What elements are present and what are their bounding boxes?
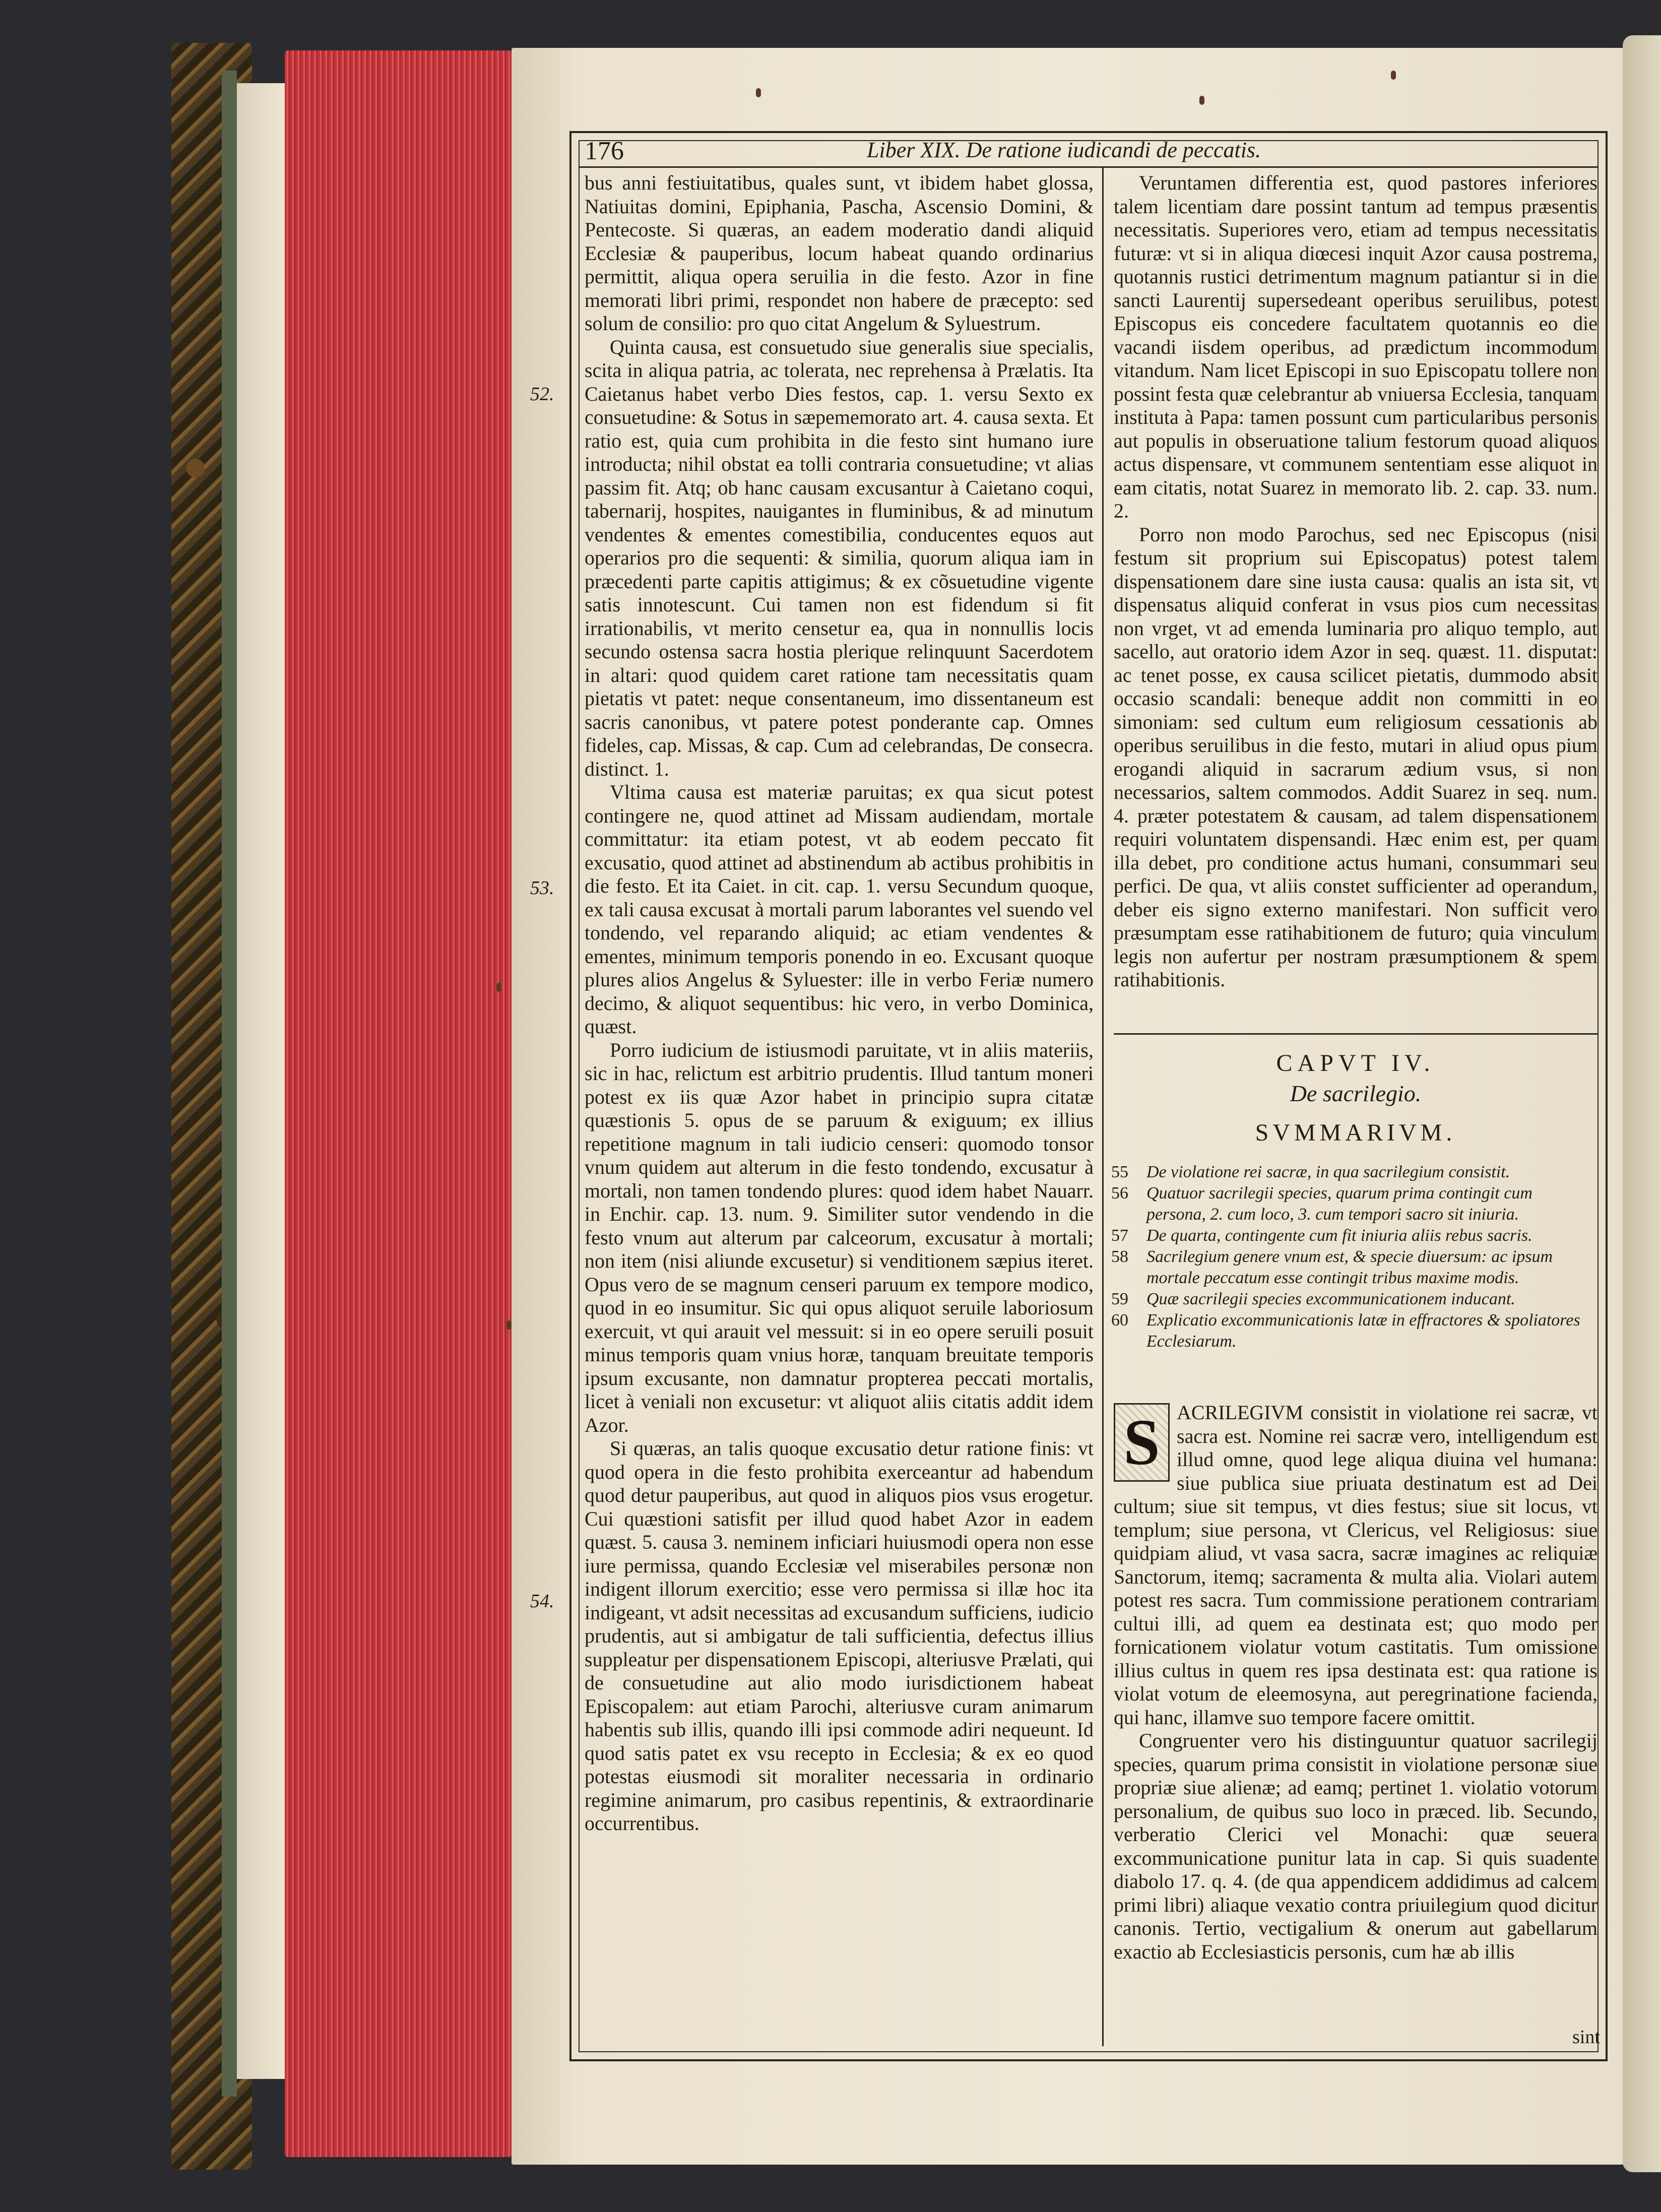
paragraph: Quinta causa, est consuetudo siue generalis siue specialis, scita in aliqua patria, ac tolerata, nec reprehensa à Prælatis. Ita Caietanus habet verbo Dies festos, cap. 1. versu Sexto ex consuetudine: & Sotus in sæpememorato art. 4. causa sexta. Et ratio est, quia cum prohibita in die festo sint humano iure introducta; nihil obstat ea tolli contraria consuetudine; vt alias passim fit. Atq; ob hanc causam excusantur à Caietano coqui, tabernarij, hospites, nauigantes in fluminibus, & ad minutum vendentes & ementes comestibilia, conducentes equos aut operarios pro die sequenti: & similia, quorum aliqua iam in præcedenti parte capitis attigimus; & ex cõsuetudine vigente satis innotescunt. Cui tamen non est fidendum si fit irrationabilis, vt merito censetur ea, qua in nonnullis locis secundo ostensa sacra hostia plerique relinquunt Sacerdotem in altari: quod quidem caret ratione tam necessitatis quam pietatis vt patet: neque consentaneum, imo dissentaneum est sacris canonibus, vt patere potest ponderante cap. Omnes fideles, cap. Missas, & cap. Cum ad celebrandas, De consecra. distinct. 1. <box>585 335 1094 780</box>
paragraph: Congruenter vero his distinguuntur quatuor sacrilegij species, quarum prima consistit in violatione personæ siue propriæ siue alienæ; ad eamq; pertinet 1. violatio votorum personalium, de quibus suo loco in præced. lib. Secundo, verberatio Clerici vel Monachi: quæ seuera excommunicatione punitur lata in cap. Si quis suadente diabolo 17. q. 4. (de qua appendicem addidimus ad calcem primi libri) aliaque vexatio contra priuilegium quod dicitur canonis. Tertio, vectigalium & onerum aut gabellarum exactio ab Ecclesiasticis personis, cum hæ ab illis <box>1114 1729 1598 1963</box>
summary-number: 58 <box>1111 1247 1128 1266</box>
page-block-edge <box>237 83 285 2079</box>
wormhole <box>756 88 761 97</box>
page-number: 176 <box>585 137 624 165</box>
paragraph: Porro non modo Parochus, sed nec Episcopus (nisi festum sit proprium sui Episcopatus) potest talem dispensationem dare sine iusta causa: qualis an ista sit, vt dispensatus aliquid conferat in vsus pios cum necessitas non vrget, vt ad emenda luminaria pro aliquo templo, aut sacello, aut oratorio idem Azor in seq. quæst. 11. disputat: ac tenet posse, ex causa scilicet pietatis, dummodo absit occasio scandali: beneque addit non committi in eo simoniam: sed cultum eum religiosum cessationis ab operibus seruilibus in die festo, mutari in aliud opus pium erogandi aliquid in sacrarum ædium vsus, si non necessarios, saltem commodos. Addit Suarez in seq. num. 4. præter potestatem & causam, ad talem dispensationem requiri voluntatem dispensandi. Hæc enim est, per quam illa debet, pro conditione actus humani, consummari seu perfici. De qua, vt aliis constet sufficienter ad operandum, deber eis signo externo manifestari. Non sufficit vero præsumptam esse ratihabitionem de futuro; quia vinculum legis non aufertur per nostram præsumptionem & spem ratihabitionis. <box>1114 523 1598 991</box>
summary-number: 60 <box>1111 1311 1128 1330</box>
summary-item <box>1111 1289 1595 1310</box>
wormhole <box>1391 71 1396 80</box>
paragraph: Veruntamen differentia est, quod pastores inferiores talem licentiam dare possint tantum ad tempus præsentis necessitatis. Superiores vero, etiam ad tempus necessitatis futuræ: vt si in aliqua diœcesi inquit Azor causa postrema, quotannis rustici detrimentum magnum patiantur si in die sancti Laurentij supersedeant operibus seruilibus, potest Episcopus eis concedere facultatem quotannis eo die vacandi iisdem operibus, ad prædictum incommodum vitandum. Nam licet Episcopi in suo Episcopatu tollere non possint festa quæ celebrantur ab vniuersa Ecclesia, tanquam instituta à Papa: tamen possunt cum particularibus personis aut populis in obseruatione talium festorum quoad aliquos actus dispensare, vt communem sententiam esse aliquot in eam citatis, notat Suarez in memorato lib. 2. cap. 33. num. 2. <box>1114 171 1598 522</box>
summary-item <box>1111 1246 1595 1289</box>
summary-number: 55 <box>1111 1163 1128 1181</box>
summary-number: 59 <box>1111 1290 1128 1308</box>
summary-number: 57 <box>1111 1226 1128 1245</box>
chapter-title: CAPVT IV. <box>1276 1050 1435 1077</box>
catchword: sint <box>1572 2027 1600 2048</box>
wormhole <box>1199 96 1204 105</box>
summary-text: Explicatio excommunicationis latæ in effractores & spoliatores Ecclesiarum. <box>1146 1311 1580 1351</box>
chapter-body <box>1114 1401 1598 1964</box>
cover-spine-edge <box>222 71 237 2097</box>
left-column <box>585 171 1094 1836</box>
summary-text: De quarta, contingente cum fit iniuria aliis rebus sacris. <box>1146 1226 1532 1245</box>
paragraph: Si quæras, an talis quoque excusatio detur ratione finis: vt quod opera in die festo prohibita exerceantur ad habendum quod detur pauperibus, aut quod in aliquos pios vsus erogetur. Cui quæstioni satisfit per illud quod habet Azor in eadem quæst. 5. causa 3. neminem inficiari huiusmodi opera non esse iure permissa, quando Ecclesiæ vel miserabiles personæ non indigent illorum exercitio; esse vero permissa si illæ hoc ita indigeant, vt adsit necessitas ad excusandum sufficiens, iudicio prudentis, aut si ambigatur de tali sufficientia, defectus illius suppleatur per dispensationem Episcopi, alteriusve Prælati, qui de consuetudine aut alio modo iurisdictionem habeat Episcopalem: aut etiam Parochi, alteriusve curam animarum habentis sub illis, quando illi ipsi commode adiri nequeunt. Id quod satis patet ex vsu recepto in Ecclesia; & ex eo quod potestas eiusmodi sit moraliter necessaria in ordinario regimine animarum, pro casibus repentinis, & extraordinarie occurrentibus. <box>585 1437 1094 1835</box>
summary-text: Quæ sacrilegii species excommunicationem inducant. <box>1146 1290 1515 1308</box>
summary-text: Quatuor sacrilegii species, quarum prima contingit cum persona, 2. cum loco, 3. cum tempori sacro sit iniuria. <box>1146 1184 1532 1224</box>
margin-number: 54. <box>530 1591 554 1612</box>
summary-item <box>1111 1310 1595 1352</box>
drop-cap-initial: S <box>1114 1403 1170 1482</box>
chapter-rule <box>1114 1033 1598 1035</box>
summary-text: De violatione rei sacræ, in qua sacrilegium consistit. <box>1146 1163 1510 1181</box>
paragraph: Porro iudicium de istiusmodi paruitate, vt in aliis materiis, sic in hac, relictum est arbitrio prudentis. Illud tantum moneri potest ex iis quæ Azor habet in principio supra citatæ quæstionis 5. opus de se paruum & exiguum; ex illius repetitione magnum in tali iudicio censeri: quomodo tonsor vnum quidem aut alterum in die festo tondendo, excusatur à mortali, non tamen tondendo plures: quod idem habet Nauarr. in Enchir. cap. 13. num. 9. Similiter sutor vendendo in die festo vnum aut alterum par calceorum, excusatur à mortali; non item (nisi aliunde excusetur) si venditionem sæpius iteret. Opus vero de se magnum censeri paruum ex tempore modico, quod in eo insumitur. Sic qui opus aliquot seruile laboriosum exercuit, vt qui arauit vel messuit: si in eo opere seruili posuit minus temporis quam vnius horæ, tanquam breuitate temporis ipsum excusante, non damnatur propterea peccati mortalis, licet à veniali non excusetur: vt aliquot aliis citatis addit idem Azor. <box>585 1038 1094 1436</box>
summary-item <box>1111 1162 1595 1183</box>
right-column-top <box>1114 171 1598 992</box>
chapter-heading <box>1114 1048 1598 1151</box>
summary-number: 56 <box>1111 1184 1128 1203</box>
header-rule <box>579 166 1599 168</box>
wormhole <box>496 983 501 992</box>
summary-heading: SVMMARIVM. <box>1255 1119 1456 1146</box>
column-rule <box>1102 166 1104 2046</box>
red-page-edges <box>285 50 512 2157</box>
facing-page-edge <box>1623 35 1661 2172</box>
wormhole <box>506 1320 512 1330</box>
summary-list <box>1111 1162 1595 1352</box>
paragraph: ACRILEGIVM consistit in violatione rei sacræ, vt sacra est. Nomine rei sacræ vero, intelligendum est illud omne, quod lege aliqua diuina vel humana: siue publica siue priuata destinatum est ad Dei cultum; siue sit tempus, vt dies festus; siue sit locus, vt templum; siue persona, vt Clericus, vel Religiosus: siue quidpiam aliud, vt vasa sacra, sacræ imagines ac reliquiæ Sanctorum, itemq; sacramenta & multa alia. Violari autem potest res sacra. Tum commissione perationem contrariam cultui illi, ad quem ea destinata est; quo modo per fornicationem violatur votum castitatis. Tum omissione illius cultus in quem res ipsa destinata est: qua ratione is violat votum de eleemosyna, aut peregrinatione facienda, qui hanc, illamve suo tempore facere omittit. <box>1114 1401 1598 1729</box>
margin-number: 53. <box>530 877 554 899</box>
summary-item <box>1111 1183 1595 1225</box>
margin-number: 52. <box>530 384 554 405</box>
chapter-subtitle: De sacrilegio. <box>1290 1081 1422 1106</box>
paragraph: bus anni festiuitatibus, quales sunt, vt ibidem habet glossa, Natiuitas domini, Epiphania, Pascha, Ascensio Domini, & Pentecoste. Si quæras, an eadem moderatio dandi aliquid Ecclesiæ & pauperibus, locum habeat quando ordinarius permittit, aliqua opera seruilia in die festo. Azor in fine memorati libri primi, respondet non habere de præcepto: sed solum de consilio: pro quo citat Angelum & Syluestrum. <box>585 171 1094 335</box>
summary-item <box>1111 1225 1595 1246</box>
paragraph: Vltima causa est materiæ paruitas; ex qua sicut potest contingere ne, quod attinet ad Missam audiendam, mortale committatur: ita etiam potest, vt ab eodem peccato fit excusatio, quod attinet ad abstinendum ab actibus prohibitis in die festo. Et ita Caiet. in cit. cap. 1. versu Secundum quoque, ex tali causa excusat à mortali parum laborantes vel suendo vel tondendo, vel reparando aliquid; ac etiam vendentes & ementes, minimum temporis ponendo in eo. Excusant quoque plures alios Angelus & Syluester: ille in verbo Feriæ numero decimo, & aliquot sequentibus: hic vero, in verbo Dominica, quæst. <box>585 781 1094 1038</box>
summary-text: Sacrilegium genere vnum est, & specie diuersum: ac ipsum mortale peccatum esse contingit tribus maxime modis. <box>1146 1247 1553 1287</box>
running-head: Liber XIX. De ratione iudicandi de peccatis. <box>867 138 1261 162</box>
